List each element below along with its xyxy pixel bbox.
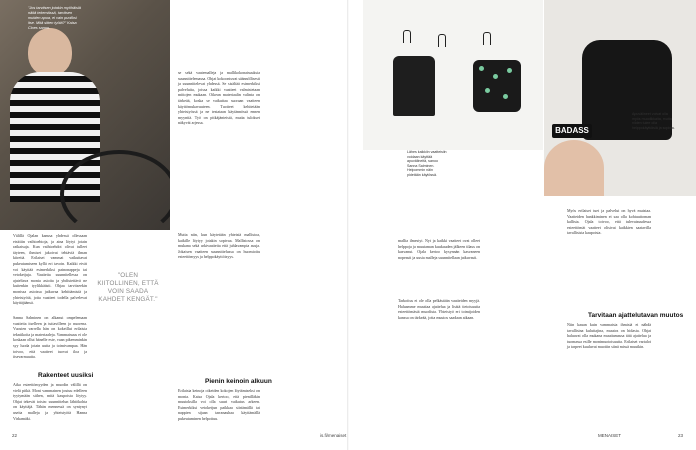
page-number-left: 22 <box>12 433 18 438</box>
body-column-2: se sekä vaatemalleja ja mallikokonaisuuksia suunnittelemassa. Ohjat kokoontuvat säännöllisesti ja suunnittelevat yhdessä. Se sisältää esimerkiksi palveluita, joissa kaikki vaatteet valmistetaan mittojen mukaan. Oikean materiaalin valinta on tärkeää, koska se vaikuttaa suoraan vaatteen käyttömukavuuteen. Tuotteet kehitetään yhteistyössä ja ne testataan käytännössä ennen myyntiä. Työ on pitkäjänteistä, mutta tulokset näkyvät arjessa. <box>178 70 260 126</box>
right-body-column-1: mallia ilmestyi. Nyt ja kaikki vaatteet ovat olleet helppoja ja muutaman kuukauden jälkeen tilaus on kasvanut. Ojala kertoo kysynnän kasvaneen nopeasti ja uusia malleja suunnitellaan jatkuvasti. <box>398 238 480 260</box>
page-number-right: 23 <box>678 433 684 438</box>
hanger-hook-icon <box>403 30 411 43</box>
garments-caption: Lähes kaikkiin vaatteisiin voidaan käyttää apuvälineitä, sanoo Sanna Salminen. Helpommin näin pidetään käytössä. <box>407 150 447 177</box>
body-column-1b: Sanna Salminen on alkanut ompelemaan vaatteita itselleen ja tuttavilleen jo nuorena. Vuosien varrella hän on kokeillut erilaisia tekniikoita ja materiaaleja. Vammaisuus ei ole koskaan ollut hänelle este, vaan pikemminkin syy luoda jotain uutta ja toimivampaa. Hän toivoo, että vaatteet tuovat iloa ja itsevarmuutta. <box>13 315 87 360</box>
garments-photo <box>363 0 543 150</box>
right-body-column-2b: Niin kauan kuin vammaisia ihmisiä ei nähdä tavallisina kuluttajina, muutos on hidasta. Ohjat haluavat olla mukana muuttamassa tätä ajattelua ja tuomassa esille monimuotoisuutta. Erilaiset vartalot ja tarpeet kuuluvat muotiin siinä missä muutkin. <box>567 322 651 350</box>
hanger-hook-icon <box>483 32 491 45</box>
body-column-1: Välillä Ojalan kanssa yhdessä ollessaan etsittiin vaihtoehtoja, ja aina löytyi jotain ratkaisuja. Kun vaihtoehdot olivat tulleet täyteen, ihmiset jakoivat tehtäviä ilman kiirettä. Erilaiset vammat vaikuttavat pukeutumiseen kyllä eri tavoin. Kaikki eivät voi käyttää esimerkiksi painonappeja tai vetoketjuja. Vaatteita suunnitellessa on ajateltava monia asioita ja yhdistettävä ne kuitenkin tyylikkäästi. Ohjaa tarvitseekin monissa asioissa jatkuvaa kehittämistä ja yhteistyötä, jotta vaatteet todella palvelevat käyttäjäänsä. <box>13 233 87 306</box>
badass-patch: BADASS <box>552 124 592 138</box>
person-head <box>28 28 72 76</box>
jacket-caption: Apuvälineet voivat olla myös muodikkaita, mutta niiden tulee olla helppokäyttöisiä ja sopivia. <box>632 112 675 130</box>
body-column-2b: Mutta niin, kun käytetään yhteistä mallistoa, kaikille löytyy jotakin sopivaa. Mallistossa on mukana sekä arkivaatteita että juhlavampia asuja. Jokaisen vaatteen suunnittelussa on huomioitu esteettömyys ja helppokäyttöisyys. <box>178 232 260 260</box>
print-pattern <box>493 74 498 79</box>
website-url: is.fi/menaiset <box>320 433 347 438</box>
black-shirt <box>393 56 435 116</box>
print-pattern <box>485 88 490 93</box>
printed-shirt <box>473 60 521 112</box>
subheading-ajattelutapa: Tarvitaan ajattelutavan muutos <box>588 312 684 319</box>
portrait-photo <box>0 0 170 230</box>
right-page <box>348 0 696 450</box>
body-column-1c: Aika esteettömyyden ja muodin välillä on vielä pitkä. Moni vammainen joutuu edelleen tyytymään siihen, mitä kaupoista löytyy. Ohjat tekevät toisin: suunnittelun lähtökohta on käyttäjä. Tähän mennessä on syntynyt useita malleja ja yhteistyötä Hanna Virkamäki. <box>13 382 87 421</box>
wheelchair <box>60 150 170 230</box>
pull-quote: "OLEN KIITOLLINEN, ETTÄ VOIN SAADA KAHDET KENGÄT." <box>97 272 159 303</box>
photo-quote: "Jos tarvitsen jotakin myöhäisiä näitä tekemässä, tarvitsen muiden apua, ei vain puoliksi itse. Mitä sitten työtä?" Kaisa Cloes sanoo. <box>28 6 81 30</box>
right-body-column-1b: Tarkoitus ei ole olla pelkästään vaatteiden myyjä. Haluamme muuttaa ajattelua ja lisätä tietoisuutta esteettömästä muodista. Yhteistyö eri toimijoiden kanssa on tärkeää, jotta muutos saadaan aikaan. <box>398 298 480 320</box>
subheading-rakenteet: Rakenteet uusiksi <box>38 372 94 379</box>
right-body-column-2: Myös erilaiset tuet ja palvelut on hyvä muistaa. Vaatteiden hankkiminen ei saa olla kohtuuttoman kallista. Ojala toivoo, että tulevaisuudessa esteettömät vaatteet olisivat kaikkien saatavilla tavallisista kaupoista. <box>567 208 651 236</box>
print-pattern <box>503 94 508 99</box>
print-pattern <box>507 68 512 73</box>
arm <box>544 140 604 196</box>
body-column-2c: Erilaisia keinoja oikeiden kokojen löytämiseksi on monia. Kaisa Ojala kertoo, että pienilläkin muutoksilla voi olla suuri vaikutus arkeen. Esimerkiksi vetoketjun paikkaa siirtämällä tai nappien sijaan tarranauhaa käyttämällä pukeutuminen helpottuu. <box>178 388 260 421</box>
jacket-photo <box>544 0 696 196</box>
magazine-name: MENAISET <box>598 433 622 438</box>
subheading-pienin: Pienin keinoin alkuun <box>205 378 272 385</box>
print-pattern <box>479 66 484 71</box>
hanger-hook-icon <box>438 34 446 47</box>
